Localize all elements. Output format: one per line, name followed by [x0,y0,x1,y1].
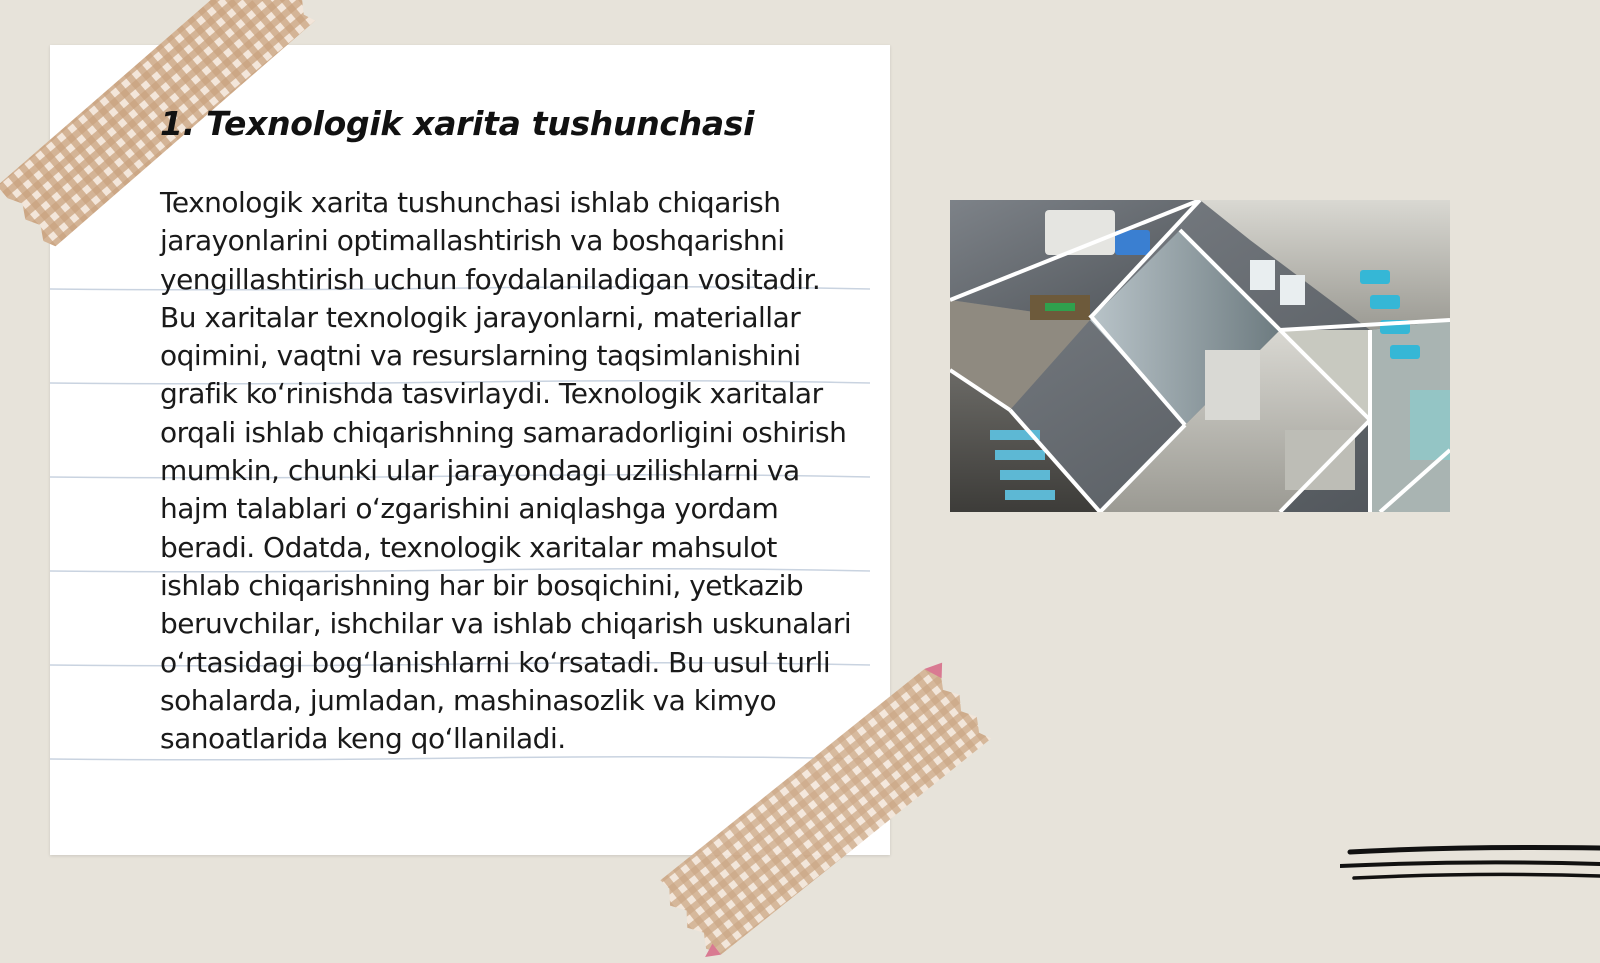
slide-title: 1. Texnologik xarita tushunchasi [160,104,755,143]
factory-collage-image [950,200,1450,512]
brush-strokes [1340,840,1600,900]
slide-body-paragraph: Texnologik xarita tushunchasi ishlab chiqarish jarayonlarini optimallashtirish va boshqarishni yengillashtirish uchun foydalaniladigan vositadir. Bu xaritalar texnologik jarayonlarni, materiallar oqimini, vaqtni va resurslarning taqsimlanishini grafik koʻrinishda tasvirlaydi. Texnologik xaritalar orqali ishlab chiqarishning samaradorligini oshirish mumkin, chunki ular jarayondagi uzilishlarni va hajm talablari oʻzgarishini aniqlashga yordam beradi. Odatda, texnologik xaritalar mahsulot ishlab chiqarishning har bir bosqichini, yetkazib beruvchilar, ishchilar va ishlab chiqarish uskunalari oʻrtasidagi bogʻlanishlarni koʻrsatadi. Bu usul turli sohalarda, jumladan, mashinasozlik va kimyo sanoatlarida keng qoʻllaniladi. [160,186,852,756]
